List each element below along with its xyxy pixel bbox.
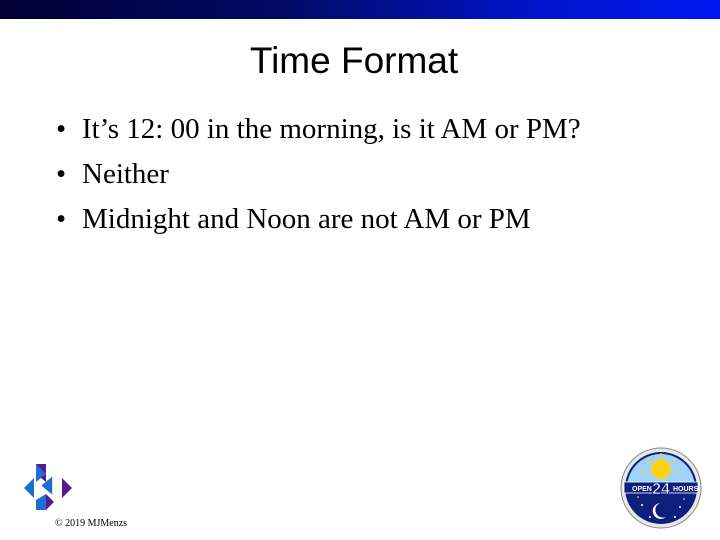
bullet-list [56, 107, 581, 242]
badge-number-text: 24 [652, 481, 670, 498]
bullet-item [56, 107, 581, 152]
bullet-item [56, 152, 581, 197]
top-gradient-bar [0, 0, 720, 19]
bullet-icon: • [56, 158, 67, 190]
slide-title: Time Format [249, 40, 459, 81]
bullet-text: It’s 12: 00 in the morning, is it AM or PM? [82, 113, 581, 145]
bullet-item [56, 197, 581, 242]
copyright-text: © 2019 MJMenzs [55, 518, 128, 529]
bullet-text: Neither [82, 158, 169, 190]
badge-open-text: OPEN [632, 486, 652, 493]
open-24-hours-sun-moon-icon [620, 447, 702, 529]
bullet-icon: • [56, 203, 67, 235]
arrows-logo-icon [22, 462, 74, 512]
bullet-text: Midnight and Noon are not AM or PM [82, 203, 531, 235]
bullet-icon: • [56, 113, 67, 145]
badge-hours-text: HOURS [673, 486, 699, 493]
